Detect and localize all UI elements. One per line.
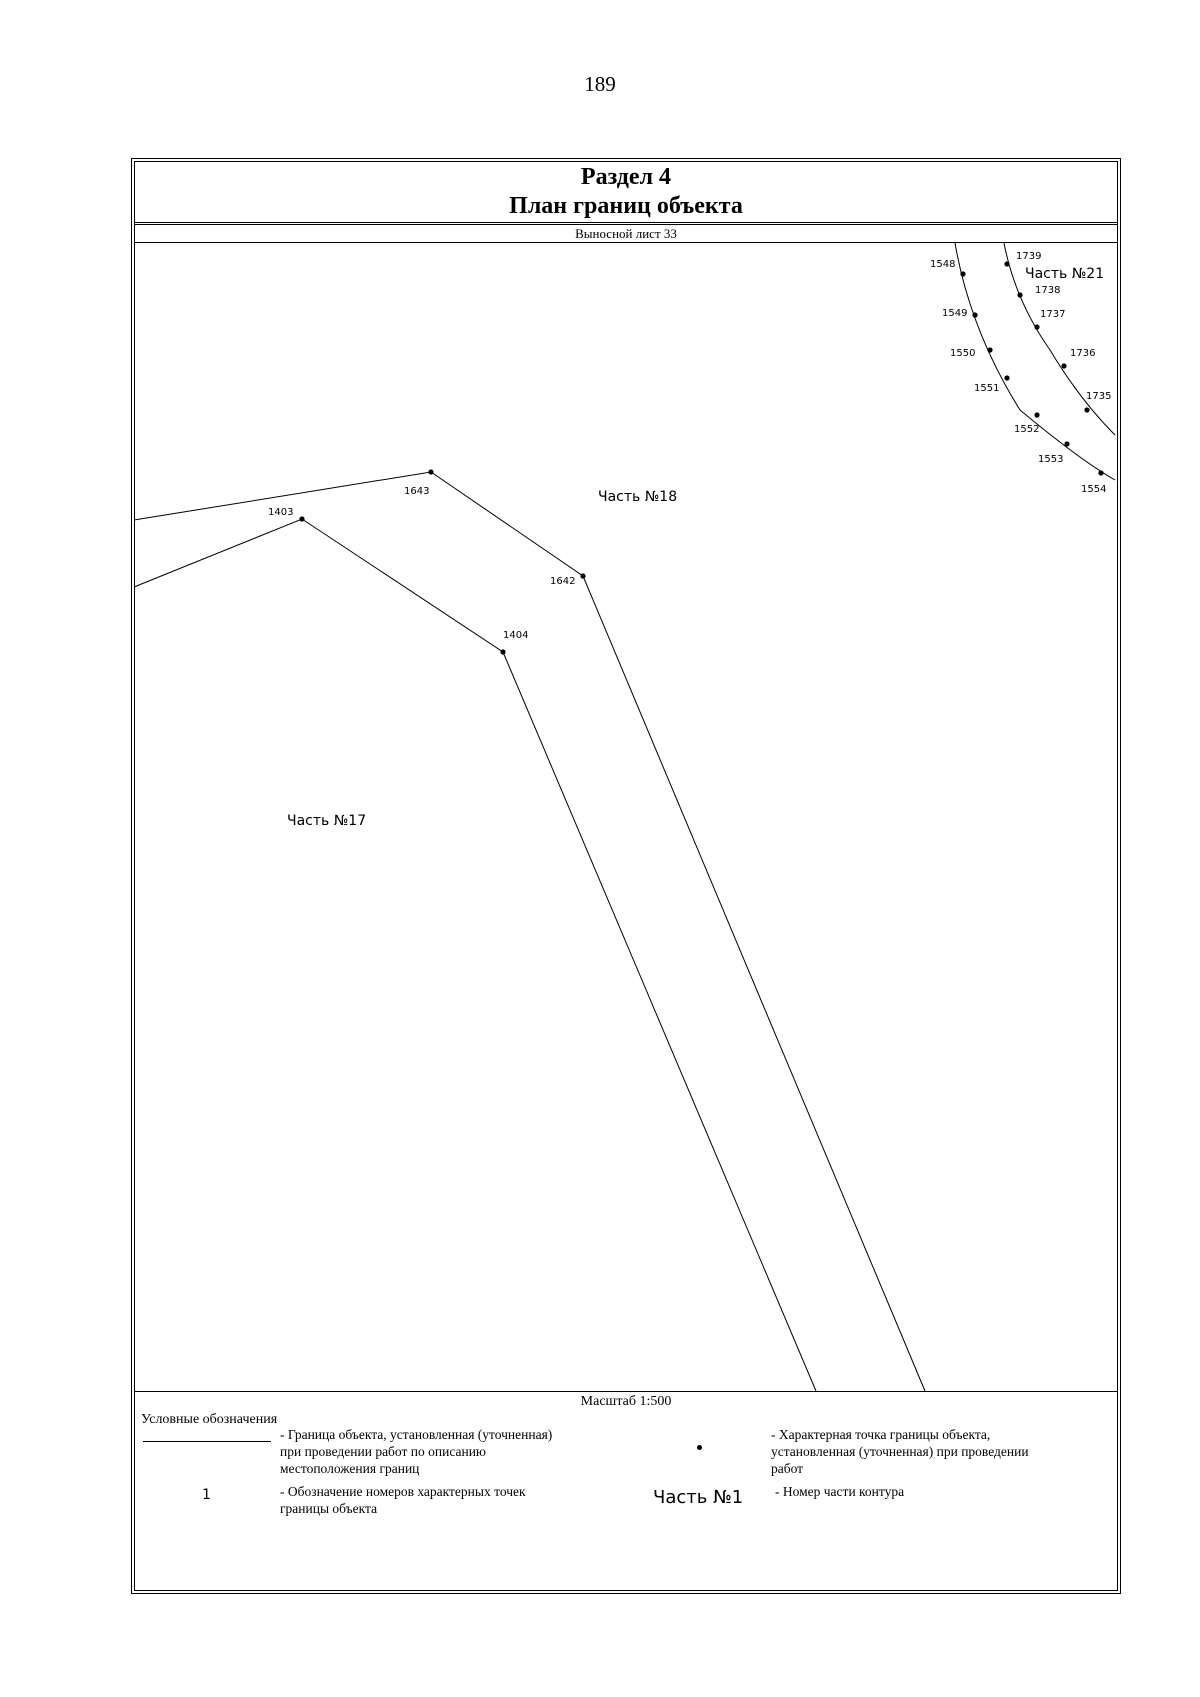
point-1551 <box>1004 375 1009 380</box>
boundary-line-part18 <box>134 472 925 1391</box>
boundary-line-part17 <box>134 519 816 1391</box>
legend-boundary-text-line: - Граница объекта, установленная (уточненная) <box>280 1427 553 1442</box>
legend-point-text-line: установленная (уточненная) при проведении <box>771 1444 1029 1459</box>
legend-number-text-line: границы объекта <box>280 1501 378 1516</box>
part-label-17: Часть №17 <box>287 813 367 829</box>
point-1737 <box>1034 324 1039 329</box>
point-1550 <box>987 347 992 352</box>
point-1403 <box>299 516 304 521</box>
legend-point-text <box>771 1426 1029 1477</box>
section-title: Раздел 4 <box>580 164 672 190</box>
point-1735 <box>1084 407 1089 412</box>
point-1739 <box>1004 261 1009 266</box>
legend-point-text-line: работ <box>771 1461 804 1476</box>
legend-boundary-text <box>280 1426 552 1477</box>
point-label: 1404 <box>503 630 529 641</box>
point-label: 1550 <box>950 348 976 359</box>
point-label: 1643 <box>404 486 430 497</box>
point-label: 1736 <box>1070 348 1096 359</box>
point-1549 <box>972 312 977 317</box>
legend-title: Условные обозначения <box>141 1412 278 1427</box>
point-1643 <box>428 469 433 474</box>
point-1553 <box>1064 441 1069 446</box>
point-label: 1737 <box>1040 309 1066 320</box>
scale-label: Масштаб 1:500 <box>134 1391 1118 1410</box>
point-label: 1551 <box>974 383 1000 394</box>
sheet-label: Выносной лист 33 <box>134 225 1118 243</box>
point-1404 <box>500 649 505 654</box>
point-label: 1549 <box>942 308 968 319</box>
legend-number-text-line: - Обозначение номеров характерных точек <box>280 1484 526 1499</box>
point-label: 1738 <box>1035 285 1061 296</box>
point-label: 1735 <box>1086 391 1112 402</box>
legend-part-sample: Часть №1 <box>653 1487 744 1508</box>
legend-boundary-line-sample <box>143 1441 271 1442</box>
part-label-21: Часть №21 <box>1025 266 1105 282</box>
point-1548 <box>960 271 965 276</box>
point-1552 <box>1034 412 1039 417</box>
point-label: 1552 <box>1014 424 1040 435</box>
point-1642 <box>580 573 585 578</box>
legend-boundary-text-line: местоположения границ <box>280 1461 420 1476</box>
page-number: 189 <box>584 72 616 96</box>
legend-point-text-line: - Характерная точка границы объекта, <box>771 1427 991 1442</box>
point-label: 1642 <box>550 576 576 587</box>
point-1554 <box>1098 470 1103 475</box>
point-label: 1403 <box>268 507 294 518</box>
legend-part-text: - Номер части контура <box>775 1484 905 1499</box>
part-label-18: Часть №18 <box>598 489 678 505</box>
legend-number-sample: 1 <box>202 1487 211 1503</box>
point-label: 1548 <box>930 259 956 270</box>
point-label: 1739 <box>1016 251 1042 262</box>
legend-boundary-text-line: при проведении работ по описанию <box>280 1444 487 1459</box>
legend-number-text <box>280 1483 526 1517</box>
plan-title: План границ объекта <box>509 193 743 219</box>
point-1736 <box>1061 363 1066 368</box>
legend-point-sample <box>697 1445 702 1450</box>
point-label: 1553 <box>1038 454 1064 465</box>
point-label: 1554 <box>1081 484 1107 495</box>
point-1738 <box>1017 292 1022 297</box>
